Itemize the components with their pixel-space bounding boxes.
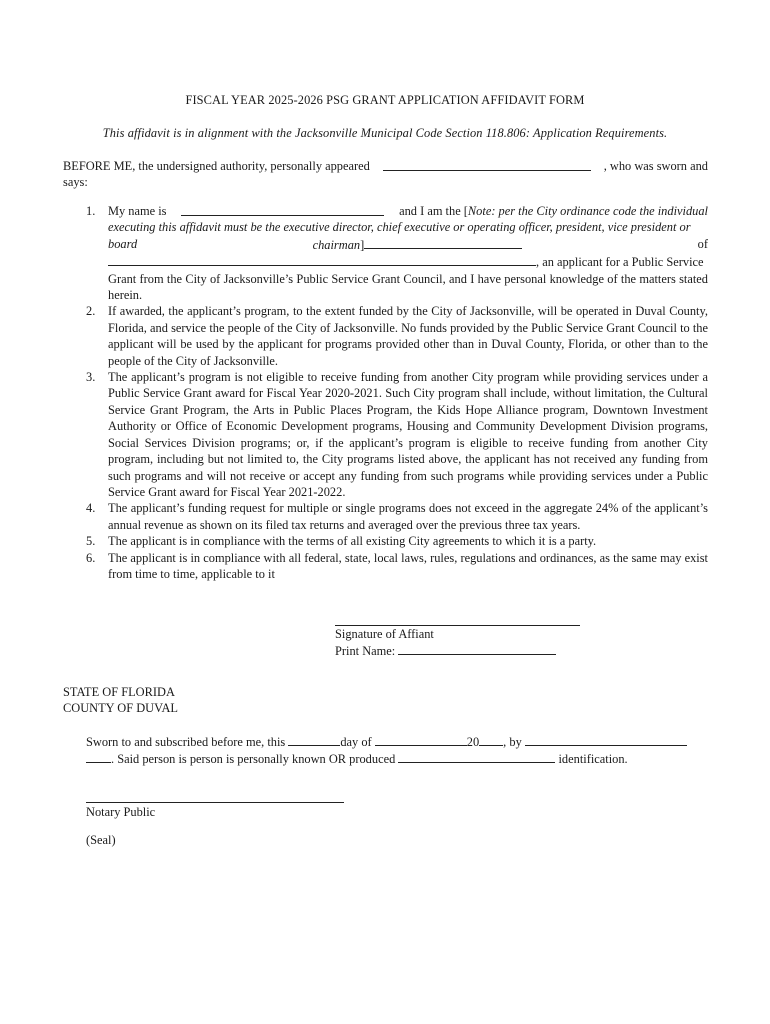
item1-of: of [697, 236, 708, 251]
venue-block [63, 684, 363, 717]
notary-block [86, 790, 386, 820]
notary-label: Notary Public [86, 805, 156, 819]
sworn-text-6: identification. [558, 752, 628, 767]
item1-board: board [108, 236, 138, 251]
notary-signature-line[interactable] [86, 790, 344, 803]
day-blank[interactable] [288, 733, 340, 746]
print-name-label: Print Name: [335, 644, 396, 659]
item-number: 4. [86, 501, 96, 516]
document-subtitle: This affidavit is in alignment with the Jacksonville Municipal Code Section 118.806: Application Requirements. [102, 126, 668, 140]
intro-after-text: , who was sworn and [603, 159, 708, 173]
item-number: 3. [86, 370, 96, 385]
item-number: 6. [86, 550, 96, 565]
sworn-by-blank-cont[interactable] [86, 750, 111, 763]
item-text: The applicant’s funding request for multiple or single programs does not exceed in the aggregate 24% of the applicant’s annual revenue as shown on its filed tax returns and averaged over the previous three tax years. [108, 501, 708, 532]
item-number: 2. [86, 304, 96, 319]
affidavit-item-6 [63, 550, 708, 583]
intro-paragraph [63, 158, 708, 191]
county-label: COUNTY OF DUVAL [63, 701, 178, 716]
affidavit-item-1 [63, 203, 708, 303]
sworn-text-3: 20 [466, 735, 480, 749]
signature-label: Signature of Affiant [335, 627, 434, 641]
item1-note: Note: per the City ordinance code the individual [467, 204, 708, 218]
intro-before-text: BEFORE ME, the undersigned authority, personally appeared [63, 159, 370, 173]
item1-grant-text: Grant from the City of Jacksonville’s Public Service Grant Council, and I have personal knowledge of the matters stated herein. [108, 271, 708, 303]
sworn-by-blank[interactable] [525, 733, 687, 746]
affidavit-items [63, 203, 708, 582]
item1-note-line2: executing this affidavit must be the executive director, chief executive or operating officer, president, vice president or [108, 220, 691, 235]
item-number: 5. [86, 534, 96, 549]
item1-my-name: My name is [108, 204, 167, 218]
notary-clause [86, 733, 706, 768]
sworn-text-1: Sworn to and subscribed before me, this [86, 735, 286, 749]
affidavit-item-3 [63, 369, 708, 500]
item-text: The applicant’s program is not eligible to receive funding from another City program while providing services under a Public Service Grant award for Fiscal Year 2020-2021. Such City program shall include, without limitation, the Cultural Service Grant Program, the Arts in Public Places Program, the Kids Hope Alliance program, Downtown Investment Authority or Office of Economic Development programs, Housing and Community Development Division programs, Social Services Division programs; or, if the applicant’s program is eligible to receive funding from another City program, including but not limited to, the City programs listed above, the applicant has not received any funding from such programs and will not receive or accept any funding from such programs while providing services under a Public Service Grant award for Fiscal Year 2021-2022. [108, 370, 708, 499]
title-blank[interactable] [364, 236, 522, 249]
item1-chairman: chairman [312, 237, 361, 252]
item1-applicant-text: , an applicant for a Public Service [536, 255, 704, 270]
intro-says-text: says: [63, 175, 88, 190]
applicant-name-blank[interactable] [108, 253, 536, 266]
item-text: The applicant is in compliance with all federal, state, local laws, rules, regulations and ordinances, as the same may exist from time to time, applicable to it [108, 550, 708, 581]
signature-block [335, 613, 595, 660]
signature-line[interactable] [335, 613, 580, 626]
item-number: 1. [86, 204, 96, 218]
seal-label: (Seal) [86, 833, 116, 847]
sworn-text-5: . Said person is person is personally known OR produced [111, 752, 396, 767]
item-text: If awarded, the applicant’s program, to the extent funded by the City of Jacksonville, will be operated in Duval County, Florida, and service the people of the City of Jacksonville. No funds provided by the Public Service Grant Council to the applicant will be used by the applicant for programs provided other than in Duval County, Florida, or other than to the people of the City of Jacksonville. [108, 304, 708, 368]
sworn-text-4: , by [503, 735, 522, 749]
sworn-text-2: day of [340, 735, 372, 749]
print-name-blank[interactable] [398, 642, 556, 655]
state-label: STATE OF FLORIDA [63, 685, 175, 699]
affidavit-item-5 [63, 533, 708, 549]
item1-bracket: ] [360, 237, 365, 252]
identification-blank[interactable] [398, 750, 555, 763]
affiant-name-blank[interactable] [383, 158, 591, 171]
month-blank[interactable] [375, 733, 467, 746]
item1-and-i-am: and I am the [ [399, 204, 468, 218]
affidavit-item-4 [63, 500, 708, 533]
my-name-blank[interactable] [181, 203, 384, 216]
document-title: FISCAL YEAR 2025-2026 PSG GRANT APPLICATION AFFIDAVIT FORM [185, 93, 585, 107]
affidavit-item-2 [63, 303, 708, 369]
item-text: The applicant is in compliance with the terms of all existing City agreements to which it is a party. [108, 534, 597, 549]
year-blank[interactable] [479, 733, 503, 746]
